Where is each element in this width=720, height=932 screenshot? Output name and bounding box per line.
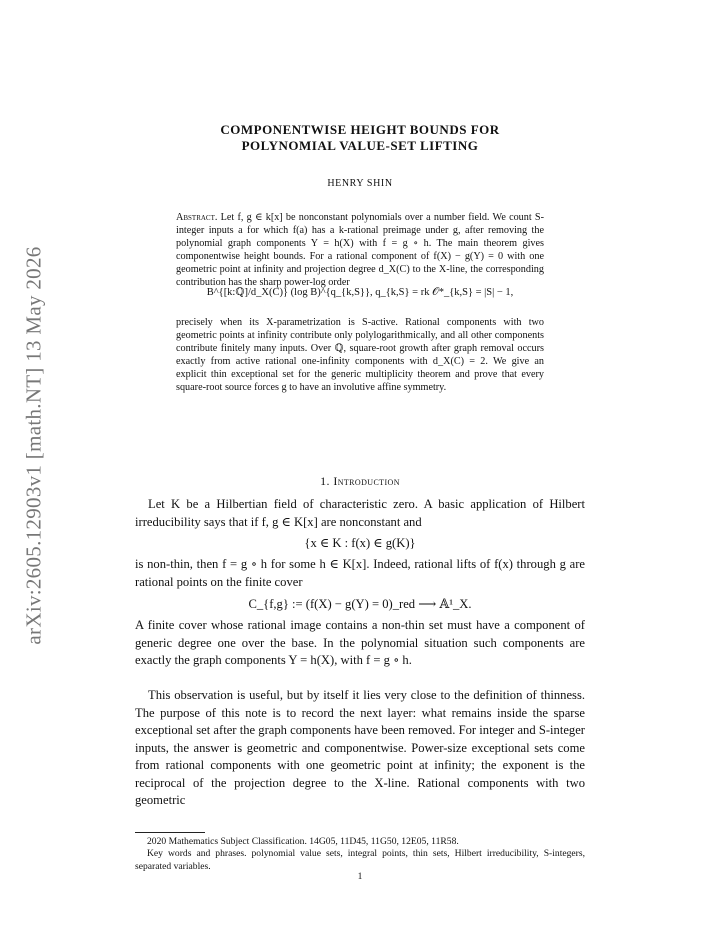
abstract-paragraph-1 <box>176 211 544 290</box>
footnote-msc: 2020 Mathematics Subject Classification. 14G05, 11D45, 11G50, 12E05, 11R58. <box>147 836 459 847</box>
arxiv-identifier: arXiv:2605.12903v1 [math.NT] 13 May 2026 <box>21 245 46 645</box>
abstract-display-formula: B^{[k:ℚ]/d_X(C)} (log B)^{q_{k,S}}, q_{k,S} = rk 𝒪*_{k,S} = |S| − 1, <box>206 287 514 298</box>
abstract-text-1: Let f, g ∈ k[x] be nonconstant polynomials over a number field. We count S-integer inputs a for which f(a) has a k-rational preimage under g, after removing the polynomial graph components Y = h(X) with f = g ∘ h. The main theorem gives componentwise height bounds. For a rational component of f(X) − g(Y) = 0 with one geometric point at infinity and projection degree d_X(C) to the X-line, the corresponding contribution has the sharp power-log order <box>176 212 544 289</box>
page-number: 1 <box>357 872 363 882</box>
intro-display-set: {x ∈ K : f(x) ∈ g(K)} <box>304 536 416 550</box>
intro-paragraph-3: A finite cover whose rational image contains a non-thin set must have a component of generic degree one over the base. In the polynomial situation such components are exactly the graph components Y = h(X), with f = g ∘ h. <box>135 618 585 667</box>
title-line-1: COMPONENTWISE HEIGHT BOUNDS FOR <box>220 122 500 137</box>
intro-display-cover: C_{f,g} := (f(X) − g(Y) = 0)_red ⟶ 𝔸¹_X. <box>248 597 472 611</box>
abstract-label: Abstract. <box>176 212 218 223</box>
section-number: 1. <box>320 474 330 488</box>
paper-title <box>135 122 585 154</box>
footnote-rule <box>135 832 205 833</box>
section-heading <box>135 474 585 489</box>
section-title: Introduction <box>333 474 400 488</box>
arxiv-side-stamp <box>12 245 56 645</box>
intro-paragraph-1: Let K be a Hilbertian field of characteristic zero. A basic application of Hilbert irreducibility says that if f, g ∈ K[x] are nonconstant and <box>135 497 585 529</box>
intro-paragraph-2: is non-thin, then f = g ∘ h for some h ∈ K[x]. Indeed, rational lifts of f(x) through g are rational points on the finite cover <box>135 557 585 589</box>
author-name: HENRY SHIN <box>327 178 393 189</box>
footnote-keywords: Key words and phrases. polynomial value sets, integral points, thin sets, Hilbert irreducibility, S-integers, separated variables. <box>135 848 585 872</box>
intro-paragraph-4: This observation is useful, but by itself it lies very close to the definition of thinness. The purpose of this note is to record the next layer: what remains inside the sparse exceptional set after the graph components have been removed. For integer and S-integer inputs, the answer is geometric and componentwise. Power-size exceptional sets come from rational components with one geometric point at infinity; the exponent is the reciprocal of the projection degree to the X-line. Rational components with two geometric <box>135 688 585 807</box>
title-line-2: POLYNOMIAL VALUE-SET LIFTING <box>241 138 479 153</box>
abstract-paragraph-2: precisely when its X-parametrization is S-active. Rational components with two geometric points at infinity contribute only polylogarithmically, and all other components contribute finitely many inputs. Over ℚ, square-root growth after graph removal occurs exactly from active rational one-infinity components with d_X(C) = 2. We give an explicit thin exceptional set for the generic multiplicity theorem and prove that every square-root source forces g to have an involutive affine symmetry. <box>176 317 544 394</box>
footnotes <box>135 836 585 873</box>
